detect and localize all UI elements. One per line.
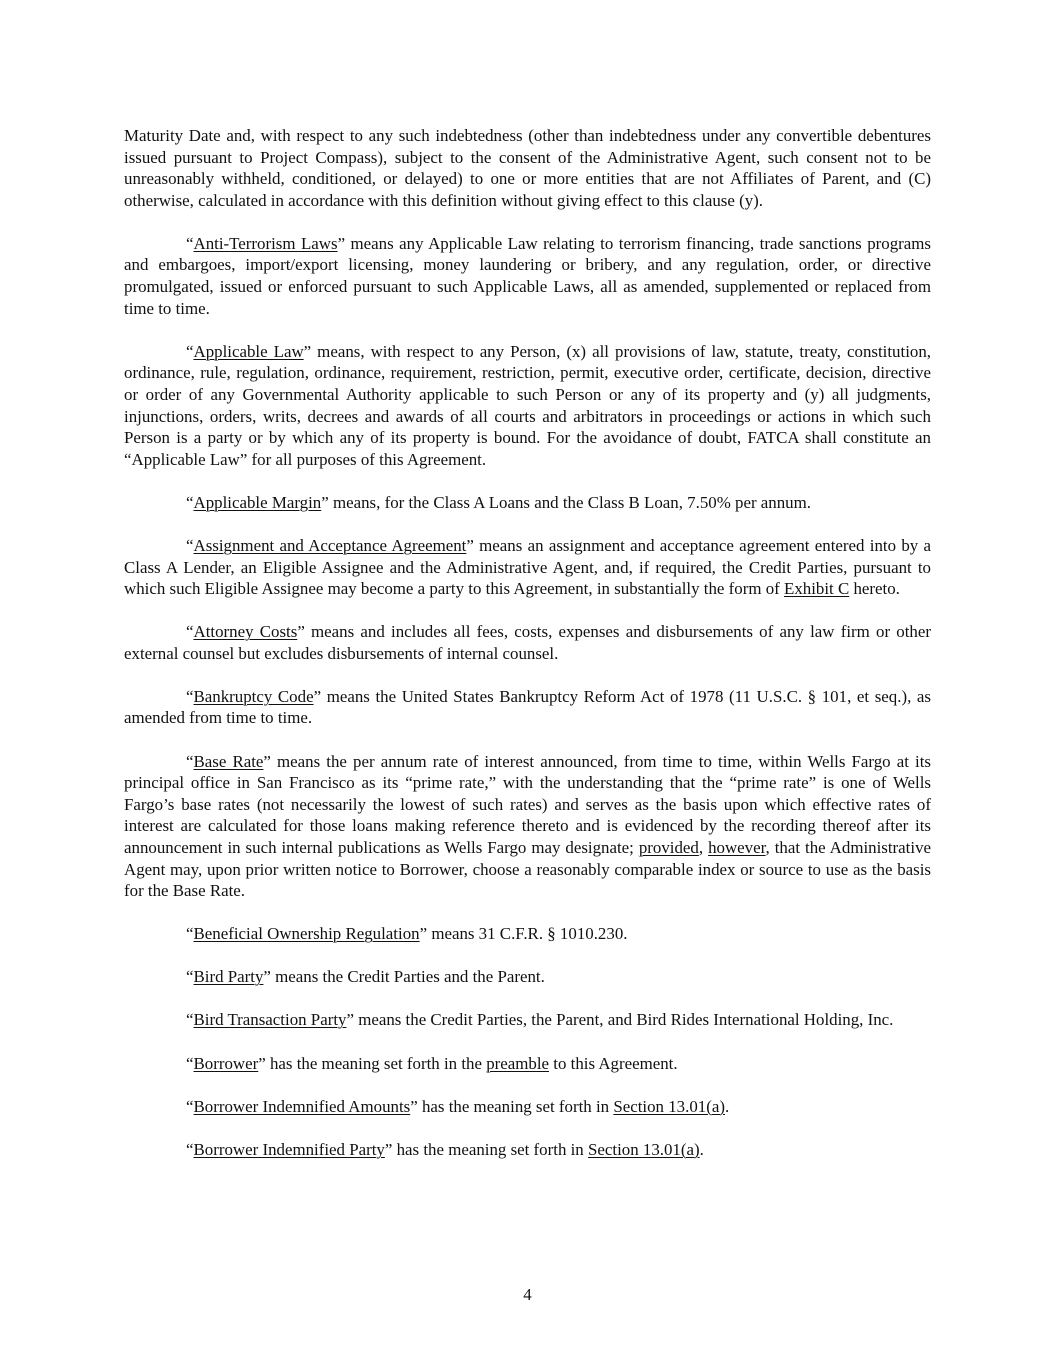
open-quote: “ (186, 341, 194, 361)
cross-reference: Section 13.01(a) (587, 1139, 700, 1159)
definition-bird-party (124, 966, 931, 988)
definition-text: ” means, with respect to any Person, (x) all provisions of law, statute, treaty, constitution, ordinance, rule, regulation, ordinance, requirement, restriction, permit, executive order, certificate, decision, directive or order of any Governmental Authority applicable to such Person or any of its property and (y) all judgments, injunctions, orders, writs, decrees and awards of all courts and arbitrators in proceedings or actions in which such Person is a party or by which any of its property is bound. For the avoidance of doubt, FATCA shall constitute an “Applicable Law” for all purposes of this Agreement. (124, 341, 931, 469)
definition-text: ” means the United States Bankruptcy Reform Act of 1978 (11 U.S.C. § 101, et seq.), as amended from time to time. (124, 686, 931, 728)
definition-text: ” means the per annum rate of interest announced, from time to time, within Wells Fargo at its principal office in San Francisco as its “prime rate,” with the understanding that the “prime rate” is one of Wells Fargo’s base rates (not necessarily the lowest of such rates) and serves as the basis upon which effective rates of interest are calculated for those loans making reference thereto and is evidenced by the recording thereof after its announcement in such internal publications as Wells Fargo may designate; (124, 751, 931, 857)
definition-bird-transaction-party (124, 1009, 931, 1031)
page-number: 4 (523, 1285, 532, 1304)
definition-text: ” means and includes all fees, costs, expenses and disbursements of any law firm or other external counsel but excludes disbursements of internal counsel. (124, 622, 931, 663)
defined-term: Assignment and Acceptance Agreement (193, 535, 467, 555)
defined-term: Borrower Indemnified Amounts (193, 1096, 411, 1116)
defined-term: Applicable Margin (193, 492, 322, 512)
defined-term: Bird Party (193, 967, 264, 987)
defined-term: Bird Transaction Party (193, 1010, 347, 1030)
defined-term: Beneficial Ownership Regulation (193, 924, 420, 944)
definition-text-tail: , that the Administrative Agent may, upon prior written notice to Borrower, choose a reasonably comparable index or source to use as the basis for the Base Rate. (124, 837, 932, 901)
definition-bankruptcy-code (124, 686, 931, 729)
document-page (124, 125, 931, 1182)
defined-term: Borrower Indemnified Party (193, 1139, 385, 1159)
definition-applicable-margin (124, 492, 931, 514)
definition-text: ” has the meaning set forth in the (258, 1053, 487, 1073)
defined-term: Attorney Costs (193, 622, 298, 642)
definition-text-tail: to this Agreement. (549, 1053, 678, 1073)
open-quote: “ (186, 751, 194, 771)
definition-text: ” has the meaning set forth in (410, 1096, 614, 1116)
definition-text-tail: . (724, 1096, 730, 1116)
definition-attorney-costs (124, 621, 931, 664)
proviso-word: however (708, 837, 766, 857)
paragraph-text: Maturity Date and, with respect to any such indebtedness (other than indebtedness under any convertible debentures issued pursuant to Project Compass), subject to the consent of the Administrative Agent, such consent not to be unreasonably withheld, conditioned, or delayed) to one or more entities that are not Affiliates of Parent, and (C) otherwise, calculated in accordance with this definition without giving effect to this clause (y). (124, 126, 931, 210)
definition-base-rate (124, 751, 931, 902)
definition-anti-terrorism-laws (124, 233, 931, 319)
open-quote: “ (186, 535, 194, 555)
defined-term: Base Rate (193, 751, 264, 771)
defined-term: Bankruptcy Code (193, 686, 314, 706)
open-quote: “ (186, 967, 194, 987)
definition-text: ” means, for the Class A Loans and the Class B Loan, 7.50% per annum. (321, 492, 811, 512)
open-quote: “ (186, 1053, 194, 1073)
definition-beneficial-ownership-regulation (124, 923, 931, 945)
open-quote: “ (186, 233, 194, 253)
open-quote: “ (186, 924, 194, 944)
definition-borrower-indemnified-amounts (124, 1096, 931, 1118)
cross-reference: Exhibit C (784, 579, 850, 599)
defined-term: Applicable Law (193, 341, 304, 361)
definition-borrower-indemnified-party (124, 1139, 931, 1161)
paragraph-continuation (124, 125, 931, 211)
open-quote: “ (186, 1139, 194, 1159)
definition-text: ” means the Credit Parties, the Parent, and Bird Rides International Holding, Inc. (346, 1010, 894, 1030)
open-quote: “ (186, 492, 194, 512)
separator: , (698, 837, 709, 857)
definition-assignment-and-acceptance-agreement (124, 535, 931, 600)
definition-text: ” means 31 C.F.R. § 1010.230. (419, 924, 628, 944)
definition-text: ” means an assignment and acceptance agreement entered into by a Class A Lender, an Eligible Assignee and the Administrative Agent, and, if required, the Credit Parties, pursuant to which such Eligible Assignee may become a party to this Agreement, in substantially the form of (124, 535, 931, 599)
definition-applicable-law (124, 341, 931, 471)
cross-reference: Section 13.01(a) (613, 1096, 725, 1116)
definition-text: ” means any Applicable Law relating to terrorism financing, trade sanctions programs and embargoes, import/export licensing, money laundering or bribery, and any regulation, order, or directive promulgated, issued or enforced pursuant to such Applicable Laws, all as amended, supplemented or replaced from time to time. (124, 233, 931, 318)
open-quote: “ (186, 1010, 194, 1030)
open-quote: “ (186, 1096, 194, 1116)
defined-term: Anti-Terrorism Laws (193, 233, 338, 253)
defined-term: Borrower (193, 1053, 259, 1073)
proviso-word: provided (638, 837, 699, 857)
definition-borrower (124, 1053, 931, 1075)
definition-text: ” means the Credit Parties and the Parent. (263, 967, 545, 987)
definition-text-tail: hereto. (849, 579, 900, 599)
open-quote: “ (186, 686, 194, 706)
definition-text: ” has the meaning set forth in (384, 1139, 588, 1159)
cross-reference: preamble (486, 1053, 550, 1073)
definition-text-tail: . (699, 1139, 704, 1159)
open-quote: “ (186, 622, 194, 642)
